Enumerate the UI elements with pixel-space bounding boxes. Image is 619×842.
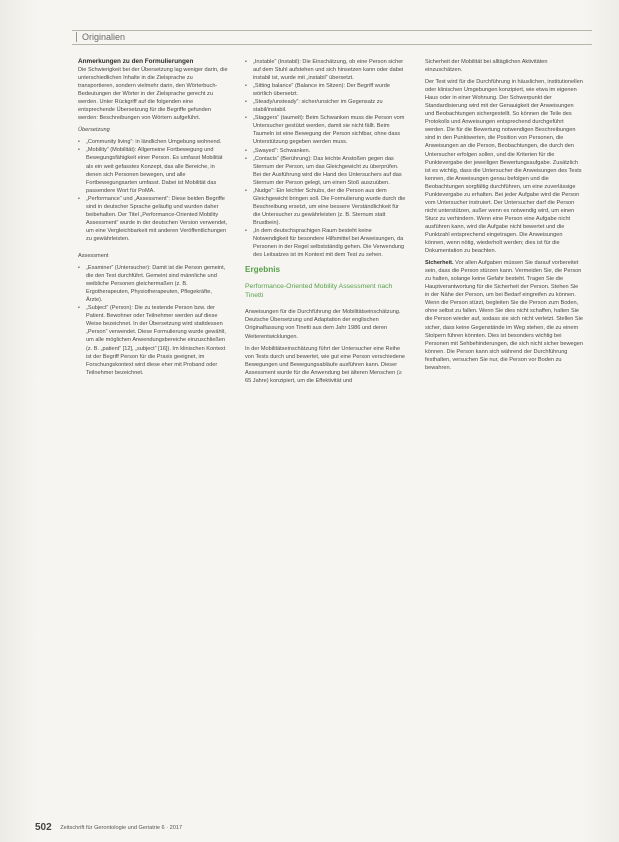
subheading-poma: Performance-Oriented Mobility Assessment nach Tinetti xyxy=(245,283,393,299)
section-header-bar xyxy=(72,30,592,45)
list-item: ▪ „Swayed“: Schwanken. xyxy=(245,147,407,155)
list-title: Übersetzung xyxy=(78,127,110,134)
journal-name: Zeitschrift für Gerontologie und Geriatrie 6 · 2017 xyxy=(60,825,183,831)
safety-label: Sicherheit. xyxy=(425,260,454,267)
paragraph: Die Schwierigkeit bei der Übersetzung lag weniger darin, die unterschiedlichen Inhalte in die Zielsprache zu transportieren, sondern vielmehr darin, den Wörterbuch-Bedeutungen der Wörter in der Zielsprache gerecht zu werden. Unter Rückgriff auf die folgenden eine entsprechende Übersetzung für die Begriffe gefunden werden: Beschreibungen von Wörtern aufgeführt. xyxy=(78,67,228,122)
list-item: ▪ „Instable“ (Instabil): Die Einschätzung, ob eine Person sicher auf dem Stuhl aufstehen und sich hinsetzen kann oder dabei instabil ist, wurde mit „instabil“ übersetzt. xyxy=(245,58,407,82)
column-middle xyxy=(245,58,407,389)
page-footer xyxy=(35,822,182,833)
list-item: ▪ „Steady/unsteady“: sicher/unsicher im Gegensatz zu stabil/instabil. xyxy=(245,98,407,114)
list-item: ▪ „Sitting balance“ (Balance im Sitzen): Der Begriff wurde wörtlich übersetzt. xyxy=(245,82,407,98)
list-item: ▪ „Performance“ und „Assessment“: Diese beiden Begriffe sind in deutscher Sprache geläufig und wurden daher beibehalten. Der Titel „Performance-Oriented Mobility Assessment“ wurde in der deutschen Version verwendet, um eine Vergleichbarkeit mit anderen Veröffentlichungen zu gewährleisten. xyxy=(78,195,228,243)
list-item: ▪ „Community living“: in ländlichen Umgebung wohnend. xyxy=(78,138,228,146)
list-item: ▪ „In dem deutschsprachigen Raum besteht keine Notwendigkeit für besondere Hilfsmittel bei Anweisungen, da Personen in der Regel selbstständig gehen. Die Verwendung des Leitsatzes ist im Kontext mit dem Test zu sehen. xyxy=(245,227,407,259)
paragraph: Anweisungen für die Durchführung der Mobilitätseinschätzung. Deutsche Übersetzung und Adaptation der englischen Originalfassung von Tinetti aus dem Jahr 1986 und deren Weiterentwicklungen. xyxy=(245,309,401,340)
list-item: ▪ „Mobility“ (Mobilität): Allgemeine Fortbewegung und Bewegungsfähigkeit einer Person. Es umfasst Mobilität als ein weit gefasstes Konzept, das alle Bereiche, in denen sich Personen bewegen, und alle Fortbewegungsarten umfasst. Dabei ist Mobilität das passendere Wort für PoMA. xyxy=(78,146,228,194)
list-item: ▪ „Staggers“ (taumelt): Beim Schwanken muss die Person vom Untersucher gestützt werden, damit sie nicht fällt. Beim Taumeln ist eine Bewegung der Person sichtbar, ohne dass Unterstützung gegeben werden muss. xyxy=(245,114,407,146)
section-heading-results: Ergebnis xyxy=(245,265,281,275)
paragraph: In der Mobilitätseinschätzung führt der Untersucher eine Reihe von Tests durch und bewertet, wie gut eine Person verschiedene Bewegungen und Bewegungsabläufe ausführen kann. Dieser Assessment wurde für die Anwendung bei älteren Menschen (≥ 65 Jahre) konzipiert, um die Effektivität und xyxy=(245,345,406,384)
column-left xyxy=(78,58,228,377)
page-number: 502 xyxy=(35,822,52,833)
paragraph: Sicherheit der Mobilität bei alltäglichen Aktivitäten einzuschätzen. xyxy=(425,59,548,74)
column-right xyxy=(425,58,583,376)
list-item: ▪ „Subject“ (Person): Die zu testende Person bzw. der Patient. Bewohner oder Teilnehmer werden auf diese Weise bezeichnet. In der Übersetzung wird stattdessen „Person“ verwendet. Diese Formulierung wurde gewählt, um alle möglichen Anwendungsbereiche einzuschließen (z. B. „patient“ [12], „subject“ [16]). Im klinischen Kontext ist der Begriff Person für die Praxis geeignet, im Forschungskontext wird diese eher mit Proband oder Teilnehmer bezeichnet. xyxy=(78,304,228,376)
safety-paragraph xyxy=(425,259,583,372)
list-item: ▪ „Examiner“ (Untersucher): Damit ist die Person gemeint, die den Test durchführt. Gemeint sind männliche und weibliche Personen gleichermaßen (z. B. Ergotherapeuten, Physiotherapeuten, Pflegekräfte, Ärzte). xyxy=(78,264,228,304)
list-item: ▪ „Nudge“: Ein leichter Schubs, der die Person aus dem Gleichgewicht bringen soll. Die Formulierung wurde durch die Beschreibung ersetzt, um eine bessere Verständlichkeit für die Untersucher zu gewährleisten (z. B. Sternum statt Brustbein). xyxy=(245,187,407,227)
list-item: ▪ „Contacts“ (Berührung): Das leichte Anstoßen gegen das Sternum der Person, um das Gleichgewicht zu überprüfen. Bei der Ausführung wird die Hand des Untersuchers auf das Sternum der Person gelegt, um einen Stoß auszuüben. xyxy=(245,155,407,187)
list-title: Assessment xyxy=(78,252,109,259)
safety-text: Vor allen Aufgaben müssen Sie darauf vorbereitet sein, dass die Person stürzen kann. Vermeiden Sie, die Person zu halten, solange keine Gefahr besteht. Tragen Sie die Hauptverantwortung für die Sicherheit der Person. Stehen Sie in der Nähe der Person, um bei Bedarf eingreifen zu können. Wenn die Person stürzt, begleiten Sie die Person zum Boden, ohne selbst zu fallen. Wenn Sie dies nicht schaffen, halten Sie die Person wieder auf, sodass sie sich nicht verletzt. Stellen Sie sicher, dass keine Gegenstände im Weg stehen, die zu einem Stolpern führen könnten. Dies ist besonders wichtig bei Personen mit Sehbehinderungen, die sich nicht sicher bewegen können. Die Person kann sich während der Durchführung festhalten, versuchen Sie nur, die Person vor Boden zu bewahren. xyxy=(425,260,583,371)
heading-notes: Anmerkungen zu den Formulierungen xyxy=(78,58,194,65)
section-label: Originalien xyxy=(76,32,125,42)
paragraph: Der Test wird für die Durchführung in häuslichen, institutionellen oder klinischen Umgebungen konzipiert, wie etwa im eigenen Haus oder in einer Wohnung. Der Schwerpunkt der Standardisierung wird mit der Genauigkeit der Anweisungen und Beobachtungen sichergestellt. So können die Teile des Protokolls und Anweisungen entsprechend durchgeführt werden. Die für die Bewertung notwendigen Beschreibungen sind in den Punktwerten, die Position von Personen, die Anweisungen an die Person, Beobachtungen, die durch den Untersucher erfolgen sollen, und die Kriterien für die Punktevergabe der jeweiligen Bewertungsaufgabe. Zusätzlich ist es wichtig, dass die Untersucher die Anweisungen des Tests kennen, die Anweisungen genau befolgen und die Beobachtungen sorgfältig durchführen, um eine zuverlässige Punktevergabe zu erhalten. Bei jeder Aufgabe wird die Person vom Untersucher instruiert. Der Untersucher darf die Person nicht unterstützen, außer wenn es notwendig wird, um einen Sturz zu verhindern. Wenn eine Person eine Aufgabe nicht ausführen kann, wird die Aufgabe nicht bewertet und die Punktzahl entsprechend eingetragen. Die Anweisungen können, wenn nötig, wiederholt werden; dies ist für die Dokumentation zu beachten. xyxy=(425,79,583,255)
